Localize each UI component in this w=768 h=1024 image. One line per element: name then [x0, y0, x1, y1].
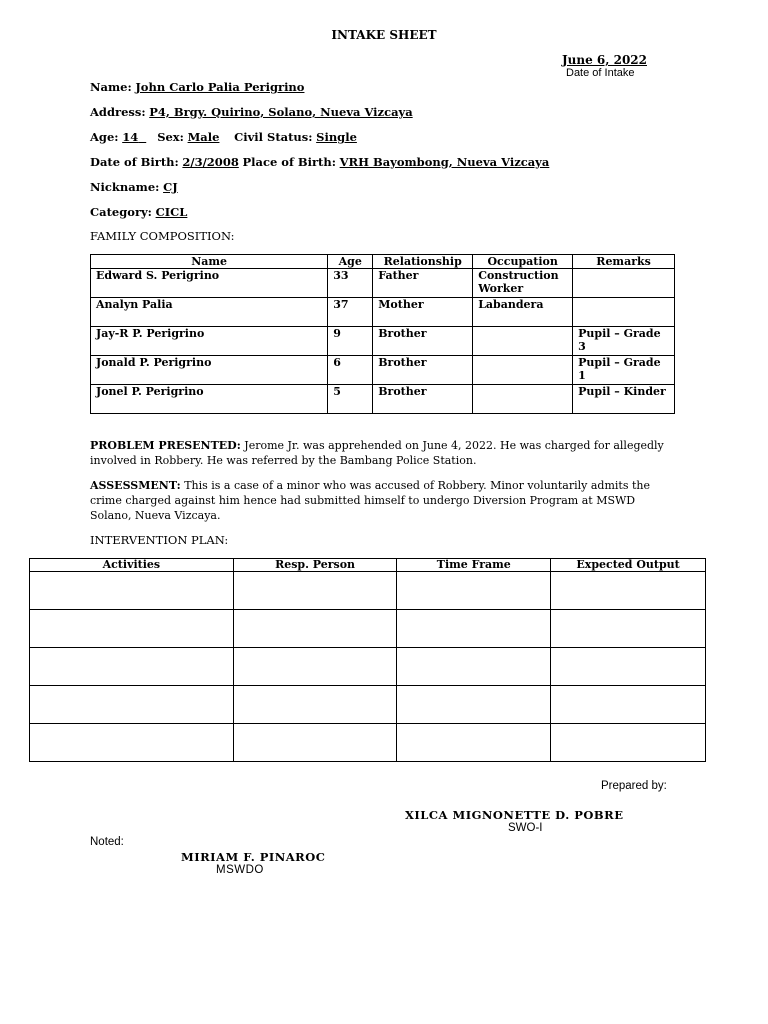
plan-cell: [233, 724, 397, 762]
plan-cell: [30, 724, 234, 762]
intervention-heading: INTERVENTION PLAN:: [90, 533, 229, 547]
plan-cell: [397, 572, 551, 610]
noter-title: MSWDO: [216, 864, 264, 876]
plan-cell: [397, 648, 551, 686]
family-row: [91, 298, 675, 327]
family-row: [91, 269, 675, 298]
family-row: [91, 356, 675, 385]
assessment-label: ASSESSMENT:: [90, 479, 181, 492]
name-label: Name:: [90, 80, 132, 94]
family-cell: Pupil – Grade 1: [573, 356, 675, 385]
family-cell: Jay-R P. Perigrino: [91, 327, 328, 356]
plan-cell: [233, 572, 397, 610]
family-cell: [473, 385, 573, 414]
pob-value: VRH Bayombong, Nueva Vizcaya: [339, 155, 550, 169]
problem-presented: [90, 438, 675, 468]
category-row: [90, 205, 187, 219]
plan-cell: [30, 572, 234, 610]
sex-label: Sex:: [157, 130, 184, 144]
nickname-row: [90, 180, 178, 194]
address-label: Address:: [90, 105, 146, 119]
plan-cell: [551, 572, 706, 610]
intake-date: June 6, 2022: [561, 53, 647, 67]
preparer-title: SWO-I: [508, 822, 543, 834]
sex-value: Male: [187, 130, 220, 144]
family-cell: Pupil – Grade 3: [573, 327, 675, 356]
plan-col-activities: Activities: [30, 559, 234, 572]
plan-cell: [551, 686, 706, 724]
age-label: Age:: [90, 130, 119, 144]
family-cell: Brother: [373, 327, 473, 356]
plan-cell: [30, 686, 234, 724]
family-col-remarks: Remarks: [573, 255, 675, 269]
plan-cell: [397, 686, 551, 724]
name-row: [90, 80, 304, 94]
noter-name: MIRIAM F. PINAROC: [181, 850, 326, 864]
assessment: [90, 478, 675, 523]
address-value: P4, Brgy. Quirino, Solano, Nueva Vizcaya: [149, 105, 413, 119]
family-cell: [473, 356, 573, 385]
address-row: [90, 105, 413, 119]
family-cell: Brother: [373, 385, 473, 414]
family-cell: 6: [328, 356, 373, 385]
name-value: John Carlo Palia Perigrino: [135, 80, 305, 94]
plan-col-resp-person: Resp. Person: [233, 559, 397, 572]
plan-row: [30, 610, 706, 648]
plan-col-expected-output: Expected Output: [551, 559, 706, 572]
family-cell: 37: [328, 298, 373, 327]
family-cell: Father: [373, 269, 473, 298]
family-col-occupation: Occupation: [473, 255, 573, 269]
plan-cell: [30, 610, 234, 648]
plan-cell: [397, 724, 551, 762]
civil-status-value: Single: [316, 130, 357, 144]
family-heading: FAMILY COMPOSITION:: [90, 229, 235, 243]
family-cell: Edward S. Perigrino: [91, 269, 328, 298]
plan-row: [30, 572, 706, 610]
family-col-relationship: Relationship: [373, 255, 473, 269]
problem-label: PROBLEM PRESENTED:: [90, 439, 241, 452]
family-col-age: Age: [328, 255, 373, 269]
plan-cell: [551, 610, 706, 648]
pob-label: Place of Birth:: [242, 155, 336, 169]
dob-label: Date of Birth:: [90, 155, 179, 169]
plan-cell: [30, 648, 234, 686]
assessment-text: This is a case of a minor who was accused of Robbery. Minor voluntarily admits the crime charged against him hence had submitted himself to undergo Diversion Program at MSWD Solano, Nueva Vizcaya.: [90, 479, 650, 522]
noted-label: Noted:: [90, 836, 124, 848]
plan-row: [30, 724, 706, 762]
family-cell: Mother: [373, 298, 473, 327]
plan-cell: [397, 610, 551, 648]
family-row: [91, 385, 675, 414]
intake-date-label: Date of Intake: [566, 67, 635, 79]
family-cell: Labandera: [473, 298, 573, 327]
prepared-by-label: Prepared by:: [601, 780, 667, 792]
civil-status-label: Civil Status:: [234, 130, 313, 144]
family-col-name: Name: [91, 255, 328, 269]
plan-row: [30, 648, 706, 686]
family-cell: Brother: [373, 356, 473, 385]
category-label: Category:: [90, 205, 152, 219]
family-cell: [573, 298, 675, 327]
family-cell: [573, 269, 675, 298]
family-cell: Jonel P. Perigrino: [91, 385, 328, 414]
family-cell: Pupil – Kinder: [573, 385, 675, 414]
family-cell: [473, 327, 573, 356]
family-cell: 9: [328, 327, 373, 356]
family-cell: 5: [328, 385, 373, 414]
age-sex-civil-row: [90, 130, 357, 144]
family-cell: Analyn Palia: [91, 298, 328, 327]
nickname-label: Nickname:: [90, 180, 160, 194]
family-cell: 33: [328, 269, 373, 298]
plan-cell: [233, 648, 397, 686]
nickname-value: CJ: [163, 180, 178, 194]
family-row: [91, 327, 675, 356]
intervention-table: [29, 558, 706, 762]
age-value: 14: [122, 130, 139, 144]
plan-col-time-frame: Time Frame: [397, 559, 551, 572]
plan-row: [30, 686, 706, 724]
plan-cell: [551, 648, 706, 686]
category-value: CICL: [155, 205, 188, 219]
dob-value: 2/3/2008: [182, 155, 239, 169]
plan-cell: [233, 610, 397, 648]
family-cell: Construction Worker: [473, 269, 573, 298]
problem-text: Jerome Jr. was apprehended on June 4, 2022. He was charged for allegedly involved in Robbery. He was referred by the Bambang Police Station.: [90, 439, 664, 467]
family-table: [90, 254, 675, 414]
family-cell: Jonald P. Perigrino: [91, 356, 328, 385]
plan-cell: [551, 724, 706, 762]
birth-row: [90, 155, 549, 169]
plan-cell: [233, 686, 397, 724]
preparer-name: XILCA MIGNONETTE D. POBRE: [405, 808, 624, 822]
page-title: INTAKE SHEET: [331, 28, 437, 42]
